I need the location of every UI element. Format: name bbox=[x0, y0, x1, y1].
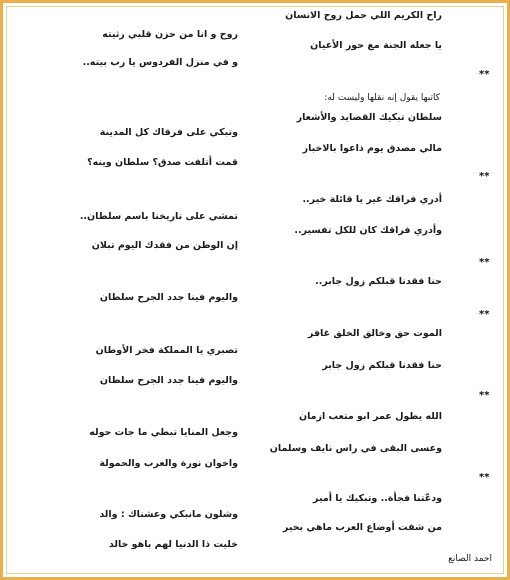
poem-line: تمشي على تاريخنا باسم سلطان.. bbox=[79, 211, 238, 222]
poem-line: يا جعله الجنة مع حور الأعيان bbox=[310, 40, 442, 51]
poem-line: وجعل المنايا تبطي ما جات حوله bbox=[89, 427, 238, 438]
stanza-separator: ** bbox=[479, 69, 490, 80]
poem-line: الله يطول عمر ابو متعب ازمان bbox=[298, 411, 442, 422]
stanza-separator: ** bbox=[479, 309, 490, 320]
author-signature: احمد الصانع bbox=[448, 554, 492, 564]
poem-line: وشلون مانبكي وعشناك : والد bbox=[99, 509, 238, 520]
poem-line: واخوان نورة والعرب والحمولة bbox=[99, 458, 238, 469]
poem-line: روح و انا من حزن قلبي رثيته bbox=[102, 29, 238, 40]
poem-line: سلطان تبكيك القصايد والأشعار bbox=[296, 112, 442, 123]
poem-line: حنا فقدنا قبلكم زول جابر.. bbox=[315, 276, 442, 287]
poem-line: الموت حق وخالق الخلق غافر bbox=[307, 328, 442, 339]
stanza-separator: ** bbox=[479, 171, 490, 182]
poem-line: راح الكريم اللي حمل روح الانسان bbox=[285, 10, 442, 21]
poem-line: إن الوطن من فقدك اليوم تبلان bbox=[91, 240, 238, 251]
poem-line: وعسى البقى في راس نايف وسلمان bbox=[269, 443, 442, 454]
poem-line: وأدري فراقك كان للكل تفسير.. bbox=[294, 225, 442, 236]
poem-line: تصبري يا المملكة فخر الأوطان bbox=[95, 345, 238, 356]
poem-line: وتبكي على فرقاك كل المدينة bbox=[99, 127, 238, 138]
stanza-separator: ** bbox=[479, 472, 490, 483]
poem-line: من شفت أوضاع العرب ماهي بخير bbox=[282, 522, 442, 533]
poem-line: أدري فراقك غير يا قائلة خير.. bbox=[302, 194, 442, 205]
poem-line: قمت أتلفت صدق؟ سلطان وينه؟ bbox=[87, 157, 238, 168]
poem-line: مالي مصدق يوم ذاعوا بالاخبار bbox=[302, 143, 442, 154]
poem-line: حنا فقدنا قبلكم زول جابر bbox=[322, 360, 442, 371]
poem-line: واليوم فينا جدد الجرح سلطان bbox=[99, 292, 238, 303]
poem-line: و في منزل الفردوس يا رب بيته.. bbox=[82, 57, 238, 68]
stanza-separator: ** bbox=[479, 390, 490, 401]
poem-line: ودعّتنا فجأة.. وتبكيك يا أمير bbox=[313, 493, 442, 504]
intro-note: كاتبها يقول إنه نقلها وليست له: bbox=[324, 93, 440, 103]
stanza-separator: ** bbox=[479, 257, 490, 268]
poem-line: واليوم فينا جدد الجرح سلطان bbox=[99, 375, 238, 386]
poem-line: خليت ذا الدنيا لهم باهو خالد bbox=[108, 539, 238, 550]
